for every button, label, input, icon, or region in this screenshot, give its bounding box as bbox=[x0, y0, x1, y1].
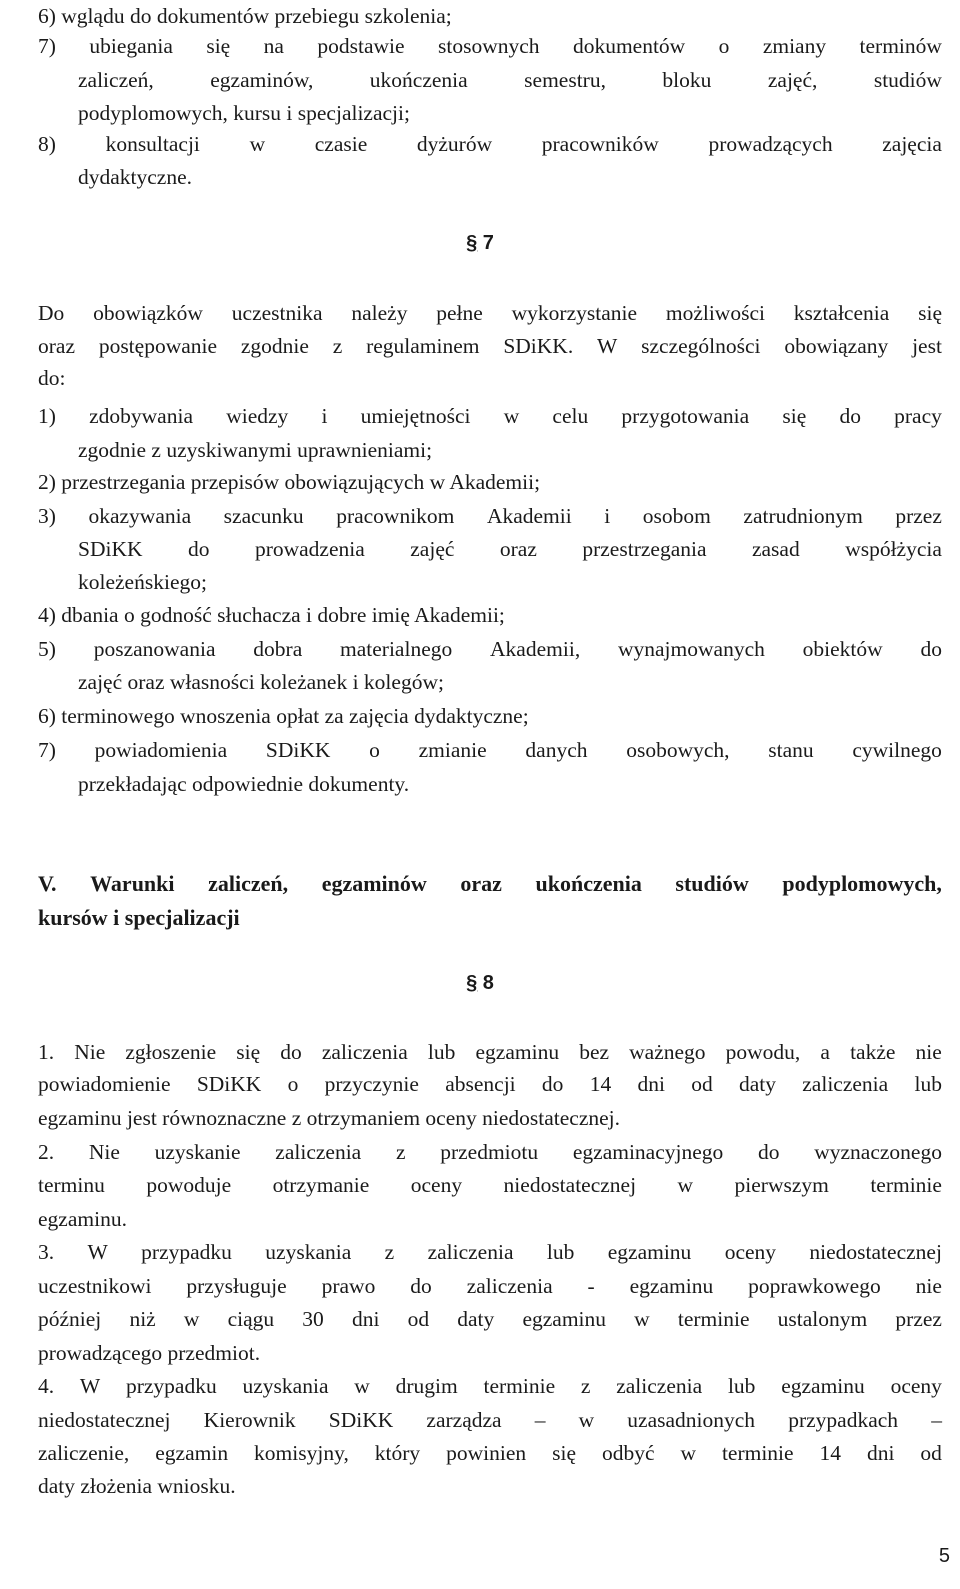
list-item-continuation: zgodnie z uzyskiwanymi uprawnieniami; bbox=[78, 438, 433, 462]
word: 1) bbox=[38, 404, 56, 428]
word: egzaminu bbox=[522, 1307, 607, 1331]
word: w bbox=[183, 1307, 200, 1331]
word: ukończenia bbox=[369, 68, 468, 92]
word: pracownikom bbox=[336, 504, 455, 528]
word: jest bbox=[912, 334, 942, 358]
section-number: 7 bbox=[482, 232, 494, 254]
word: do bbox=[920, 637, 942, 661]
word: - bbox=[587, 1274, 595, 1298]
word: 14 bbox=[589, 1072, 612, 1096]
paragraph-line: do: bbox=[38, 366, 66, 390]
section-symbol: § bbox=[466, 232, 478, 254]
word: SDiKK bbox=[328, 1408, 394, 1432]
word: na bbox=[263, 34, 284, 58]
word: postępowanie bbox=[98, 334, 218, 358]
word: przygotowania bbox=[621, 404, 750, 428]
word: regulaminem bbox=[366, 334, 480, 358]
word: 8) bbox=[38, 132, 56, 156]
word: pracy bbox=[894, 404, 942, 428]
word: oceny bbox=[410, 1173, 463, 1197]
word: egzaminu bbox=[629, 1274, 714, 1298]
word: się bbox=[206, 34, 231, 58]
word: do bbox=[758, 1140, 780, 1164]
word: egzaminów bbox=[321, 871, 427, 896]
word: przez bbox=[895, 1307, 942, 1331]
word: osobowych, bbox=[626, 738, 730, 762]
word: oceny bbox=[890, 1374, 942, 1398]
word: 1. bbox=[38, 1040, 55, 1064]
word: się bbox=[782, 404, 807, 428]
word: pracowników bbox=[541, 132, 659, 156]
word: 7) bbox=[38, 34, 56, 58]
word: odbyć bbox=[601, 1441, 655, 1465]
word: danych bbox=[525, 738, 588, 762]
word: niż bbox=[129, 1307, 156, 1331]
word: powoduje bbox=[146, 1173, 232, 1197]
list-item-continuation bbox=[38, 1270, 942, 1302]
word: powinien bbox=[446, 1441, 527, 1465]
paragraph-line bbox=[38, 330, 942, 362]
list-item-continuation: zajęć oraz własności koleżanek i kolegów; bbox=[78, 670, 444, 694]
word: daty bbox=[457, 1307, 495, 1331]
word: się bbox=[552, 1441, 576, 1465]
word: Nie bbox=[74, 1040, 106, 1064]
word: absencji bbox=[445, 1072, 516, 1096]
word: egzaminu bbox=[781, 1374, 865, 1398]
word: w bbox=[680, 1441, 696, 1465]
word: od bbox=[691, 1072, 713, 1096]
word: przedmiotu bbox=[440, 1140, 539, 1164]
word: dobra bbox=[253, 637, 303, 661]
word: egzaminacyjnego bbox=[572, 1140, 724, 1164]
word: 7) bbox=[38, 738, 56, 762]
word: do bbox=[280, 1040, 302, 1064]
word: ubiegania bbox=[89, 34, 173, 58]
word: przypadkach bbox=[788, 1408, 899, 1432]
paragraph-line bbox=[38, 297, 942, 329]
word: niedostatecznej bbox=[503, 1173, 637, 1197]
word: prawo bbox=[321, 1274, 376, 1298]
word: z bbox=[580, 1374, 591, 1398]
page-number: 5 bbox=[938, 1545, 950, 1567]
word: 30 bbox=[302, 1307, 324, 1331]
word: Akademii bbox=[486, 504, 572, 528]
word: daty bbox=[738, 1072, 776, 1096]
word: stanu bbox=[768, 738, 814, 762]
word: nie bbox=[915, 1274, 942, 1298]
word: studiów bbox=[675, 871, 749, 896]
word: dni bbox=[351, 1307, 380, 1331]
word: kształcenia bbox=[793, 301, 890, 325]
word: później bbox=[38, 1307, 102, 1331]
word: zgodnie bbox=[240, 334, 309, 358]
word: SDiKK bbox=[78, 537, 143, 561]
word: pełne bbox=[436, 301, 483, 325]
word: zajęć, bbox=[767, 68, 818, 92]
word: należy bbox=[351, 301, 408, 325]
word: w bbox=[249, 132, 266, 156]
word: zaliczenie, bbox=[38, 1441, 130, 1465]
list-item bbox=[38, 400, 942, 432]
word: uzyskania bbox=[242, 1374, 329, 1398]
word: powiadomienie bbox=[38, 1072, 171, 1096]
word: zaliczenia bbox=[427, 1240, 514, 1264]
word: bloku bbox=[662, 68, 712, 92]
word: ustalonym bbox=[777, 1307, 868, 1331]
word: 14 bbox=[819, 1441, 842, 1465]
word: ukończenia bbox=[535, 871, 642, 896]
list-item-continuation: dydaktyczne. bbox=[78, 165, 193, 189]
word: do bbox=[187, 537, 210, 561]
word: lub bbox=[427, 1040, 456, 1064]
word: się bbox=[236, 1040, 261, 1064]
word: lub bbox=[914, 1072, 942, 1096]
word: dokumentów bbox=[572, 34, 686, 58]
word: semestru, bbox=[524, 68, 606, 92]
word: uczestnikowi bbox=[38, 1274, 152, 1298]
word: zajęcia bbox=[882, 132, 942, 156]
word: uzasadnionych bbox=[627, 1408, 756, 1432]
word: SDiKK. bbox=[503, 334, 574, 358]
list-item bbox=[38, 1136, 942, 1168]
word: o bbox=[369, 738, 380, 762]
word: i bbox=[604, 504, 611, 528]
word: V. bbox=[38, 871, 57, 896]
word: egzaminów, bbox=[210, 68, 314, 92]
word: przyczynie bbox=[324, 1072, 419, 1096]
word: przestrzegania bbox=[582, 537, 707, 561]
word: niedostatecznej bbox=[38, 1408, 171, 1432]
word: 5) bbox=[38, 637, 56, 661]
word: oraz bbox=[460, 871, 502, 896]
word: także bbox=[850, 1040, 896, 1064]
list-item-continuation bbox=[38, 1169, 942, 1201]
word: wiedzy bbox=[226, 404, 289, 428]
word: materialnego bbox=[340, 637, 453, 661]
word: współżycia bbox=[845, 537, 942, 561]
word: prowadzenia bbox=[254, 537, 365, 561]
word: – bbox=[534, 1408, 546, 1432]
word: zaliczenia bbox=[616, 1374, 703, 1398]
word: terminów bbox=[859, 34, 942, 58]
word: umiejętności bbox=[360, 404, 471, 428]
word: dyżurów bbox=[416, 132, 493, 156]
word: przysługuje bbox=[186, 1274, 287, 1298]
word: W bbox=[597, 334, 618, 358]
word: prowadzących bbox=[708, 132, 833, 156]
word: zatrudnionym bbox=[743, 504, 863, 528]
word: z bbox=[332, 334, 343, 358]
word: W bbox=[87, 1240, 108, 1264]
list-item bbox=[38, 734, 942, 766]
list-item-continuation bbox=[38, 1068, 942, 1100]
word: wyznaczonego bbox=[814, 1140, 942, 1164]
word: SDiKK bbox=[196, 1072, 262, 1096]
word: zmianie bbox=[418, 738, 487, 762]
word: możliwości bbox=[665, 301, 765, 325]
word: zaliczenia bbox=[275, 1140, 362, 1164]
word: – bbox=[931, 1408, 942, 1432]
word: ważnego bbox=[629, 1040, 706, 1064]
word: czasie bbox=[314, 132, 368, 156]
word: lub bbox=[727, 1374, 756, 1398]
word: z bbox=[384, 1240, 395, 1264]
word: do bbox=[410, 1274, 432, 1298]
word: z bbox=[395, 1140, 406, 1164]
word: celu bbox=[552, 404, 589, 428]
word: się bbox=[918, 301, 942, 325]
list-item-continuation: prowadzącego przedmiot. bbox=[38, 1341, 261, 1365]
word: zmiany bbox=[762, 34, 827, 58]
word: o bbox=[718, 34, 730, 58]
word: Kierownik bbox=[203, 1408, 296, 1432]
word: a bbox=[820, 1040, 830, 1064]
word: egzaminu bbox=[607, 1240, 692, 1264]
word: i bbox=[321, 404, 328, 428]
word: nie bbox=[915, 1040, 942, 1064]
word: drugim bbox=[395, 1374, 458, 1398]
word: terminu bbox=[38, 1173, 105, 1197]
word: Warunki bbox=[90, 871, 175, 896]
word: terminie bbox=[870, 1173, 942, 1197]
word: przypadku bbox=[125, 1374, 217, 1398]
word: w bbox=[503, 404, 520, 428]
word: osobom bbox=[642, 504, 711, 528]
word: podyplomowych, bbox=[782, 871, 942, 896]
word: w bbox=[578, 1408, 595, 1432]
word: egzamin bbox=[155, 1441, 229, 1465]
word: szczególności bbox=[641, 334, 761, 358]
word: zaliczenia bbox=[802, 1072, 889, 1096]
list-item-continuation: egzaminu jest równoznaczne z otrzymaniem oceny niedostatecznej. bbox=[38, 1106, 621, 1130]
chapter-heading-continuation: kursów i specjalizacji bbox=[38, 905, 240, 930]
list-item-continuation: koleżeńskiego; bbox=[78, 570, 207, 594]
word: Nie bbox=[88, 1140, 120, 1164]
list-item: 6) wglądu do dokumentów przebiegu szkolenia; bbox=[38, 4, 452, 28]
word: w bbox=[354, 1374, 370, 1398]
word: egzaminu bbox=[475, 1040, 560, 1064]
list-item: 6) terminowego wnoszenia opłat za zajęcia dydaktyczne; bbox=[38, 704, 529, 728]
word: zajęć bbox=[410, 537, 455, 561]
word: zaliczenia bbox=[466, 1274, 553, 1298]
word: oceny bbox=[724, 1240, 777, 1264]
list-item-continuation: podyplomowych, kursu i specjalizacji; bbox=[78, 101, 410, 125]
word: 3) bbox=[38, 504, 56, 528]
list-item: 4) dbania o godność słuchacza i dobre imię Akademii; bbox=[38, 603, 505, 627]
section-symbol: § bbox=[466, 972, 478, 994]
word: Do bbox=[38, 301, 65, 325]
word: do bbox=[839, 404, 861, 428]
word: poprawkowego bbox=[748, 1274, 881, 1298]
section-heading-7 bbox=[0, 232, 960, 255]
word: ciągu bbox=[227, 1307, 275, 1331]
word: terminie bbox=[677, 1307, 750, 1331]
word: od bbox=[407, 1307, 430, 1331]
list-item-continuation bbox=[78, 64, 942, 96]
word: cywilnego bbox=[852, 738, 942, 762]
list-item-continuation bbox=[38, 1303, 942, 1335]
word: zasad bbox=[751, 537, 800, 561]
word: w bbox=[634, 1307, 650, 1331]
word: powiadomienia bbox=[94, 738, 228, 762]
word: zgłoszenie bbox=[125, 1040, 217, 1064]
word: zdobywania bbox=[89, 404, 193, 428]
list-item bbox=[38, 633, 942, 665]
word: otrzymanie bbox=[272, 1173, 370, 1197]
word: o bbox=[287, 1072, 299, 1096]
word: SDiKK bbox=[265, 738, 331, 762]
word: szacunku bbox=[223, 504, 304, 528]
section-number: 8 bbox=[482, 972, 494, 994]
word: do bbox=[541, 1072, 564, 1096]
word: wynajmowanych bbox=[617, 637, 765, 661]
word: oraz bbox=[38, 334, 75, 358]
list-item bbox=[38, 1236, 942, 1268]
word: dni bbox=[866, 1441, 895, 1465]
word: zaliczeń, bbox=[78, 68, 154, 92]
word: obowiązków bbox=[93, 301, 203, 325]
word: komisyjny, bbox=[254, 1441, 349, 1465]
word: 4. bbox=[38, 1374, 55, 1398]
list-item-continuation: daty złożenia wniosku. bbox=[38, 1474, 236, 1498]
list-item bbox=[38, 128, 942, 160]
list-item bbox=[38, 500, 942, 532]
word: uzyskanie bbox=[154, 1140, 241, 1164]
word: studiów bbox=[873, 68, 942, 92]
list-item-continuation: egzaminu. bbox=[38, 1207, 127, 1231]
word: zaliczenia bbox=[321, 1040, 408, 1064]
word: w bbox=[677, 1173, 694, 1197]
word: Akademii, bbox=[490, 637, 581, 661]
word: obiektów bbox=[802, 637, 883, 661]
word: terminie bbox=[483, 1374, 556, 1398]
word: niedostatecznej bbox=[809, 1240, 942, 1264]
word: od bbox=[920, 1441, 942, 1465]
word: przez bbox=[895, 504, 942, 528]
word: 3. bbox=[38, 1240, 55, 1264]
word: terminie bbox=[721, 1441, 794, 1465]
word: który bbox=[374, 1441, 421, 1465]
list-item bbox=[38, 1370, 942, 1402]
word: 2. bbox=[38, 1140, 55, 1164]
list-item bbox=[38, 30, 942, 62]
list-item-continuation bbox=[78, 533, 942, 565]
word: dni bbox=[637, 1072, 665, 1096]
word: powodu, bbox=[725, 1040, 801, 1064]
list-item-continuation: przekładając odpowiednie dokumenty. bbox=[78, 772, 410, 796]
word: pierwszym bbox=[734, 1173, 829, 1197]
word: uczestnika bbox=[231, 301, 323, 325]
word: okazywania bbox=[88, 504, 192, 528]
list-item bbox=[38, 1036, 942, 1068]
section-heading-8 bbox=[0, 972, 960, 995]
list-item-continuation bbox=[38, 1404, 942, 1436]
list-item-continuation bbox=[38, 1437, 942, 1469]
list-item: 2) przestrzegania przepisów obowiązujących w Akademii; bbox=[38, 470, 541, 494]
word: lub bbox=[546, 1240, 575, 1264]
word: oraz bbox=[499, 537, 537, 561]
word: konsultacji bbox=[105, 132, 200, 156]
word: zaliczeń, bbox=[208, 871, 289, 896]
word: zarządza bbox=[426, 1408, 502, 1432]
word: uzyskania bbox=[265, 1240, 352, 1264]
word: przypadku bbox=[141, 1240, 232, 1264]
word: wykorzystanie bbox=[511, 301, 638, 325]
word: stosownych bbox=[437, 34, 540, 58]
word: poszanowania bbox=[93, 637, 216, 661]
chapter-heading bbox=[38, 868, 942, 900]
word: podstawie bbox=[317, 34, 405, 58]
word: obowiązany bbox=[784, 334, 889, 358]
word: bez bbox=[579, 1040, 610, 1064]
word: W bbox=[79, 1374, 101, 1398]
